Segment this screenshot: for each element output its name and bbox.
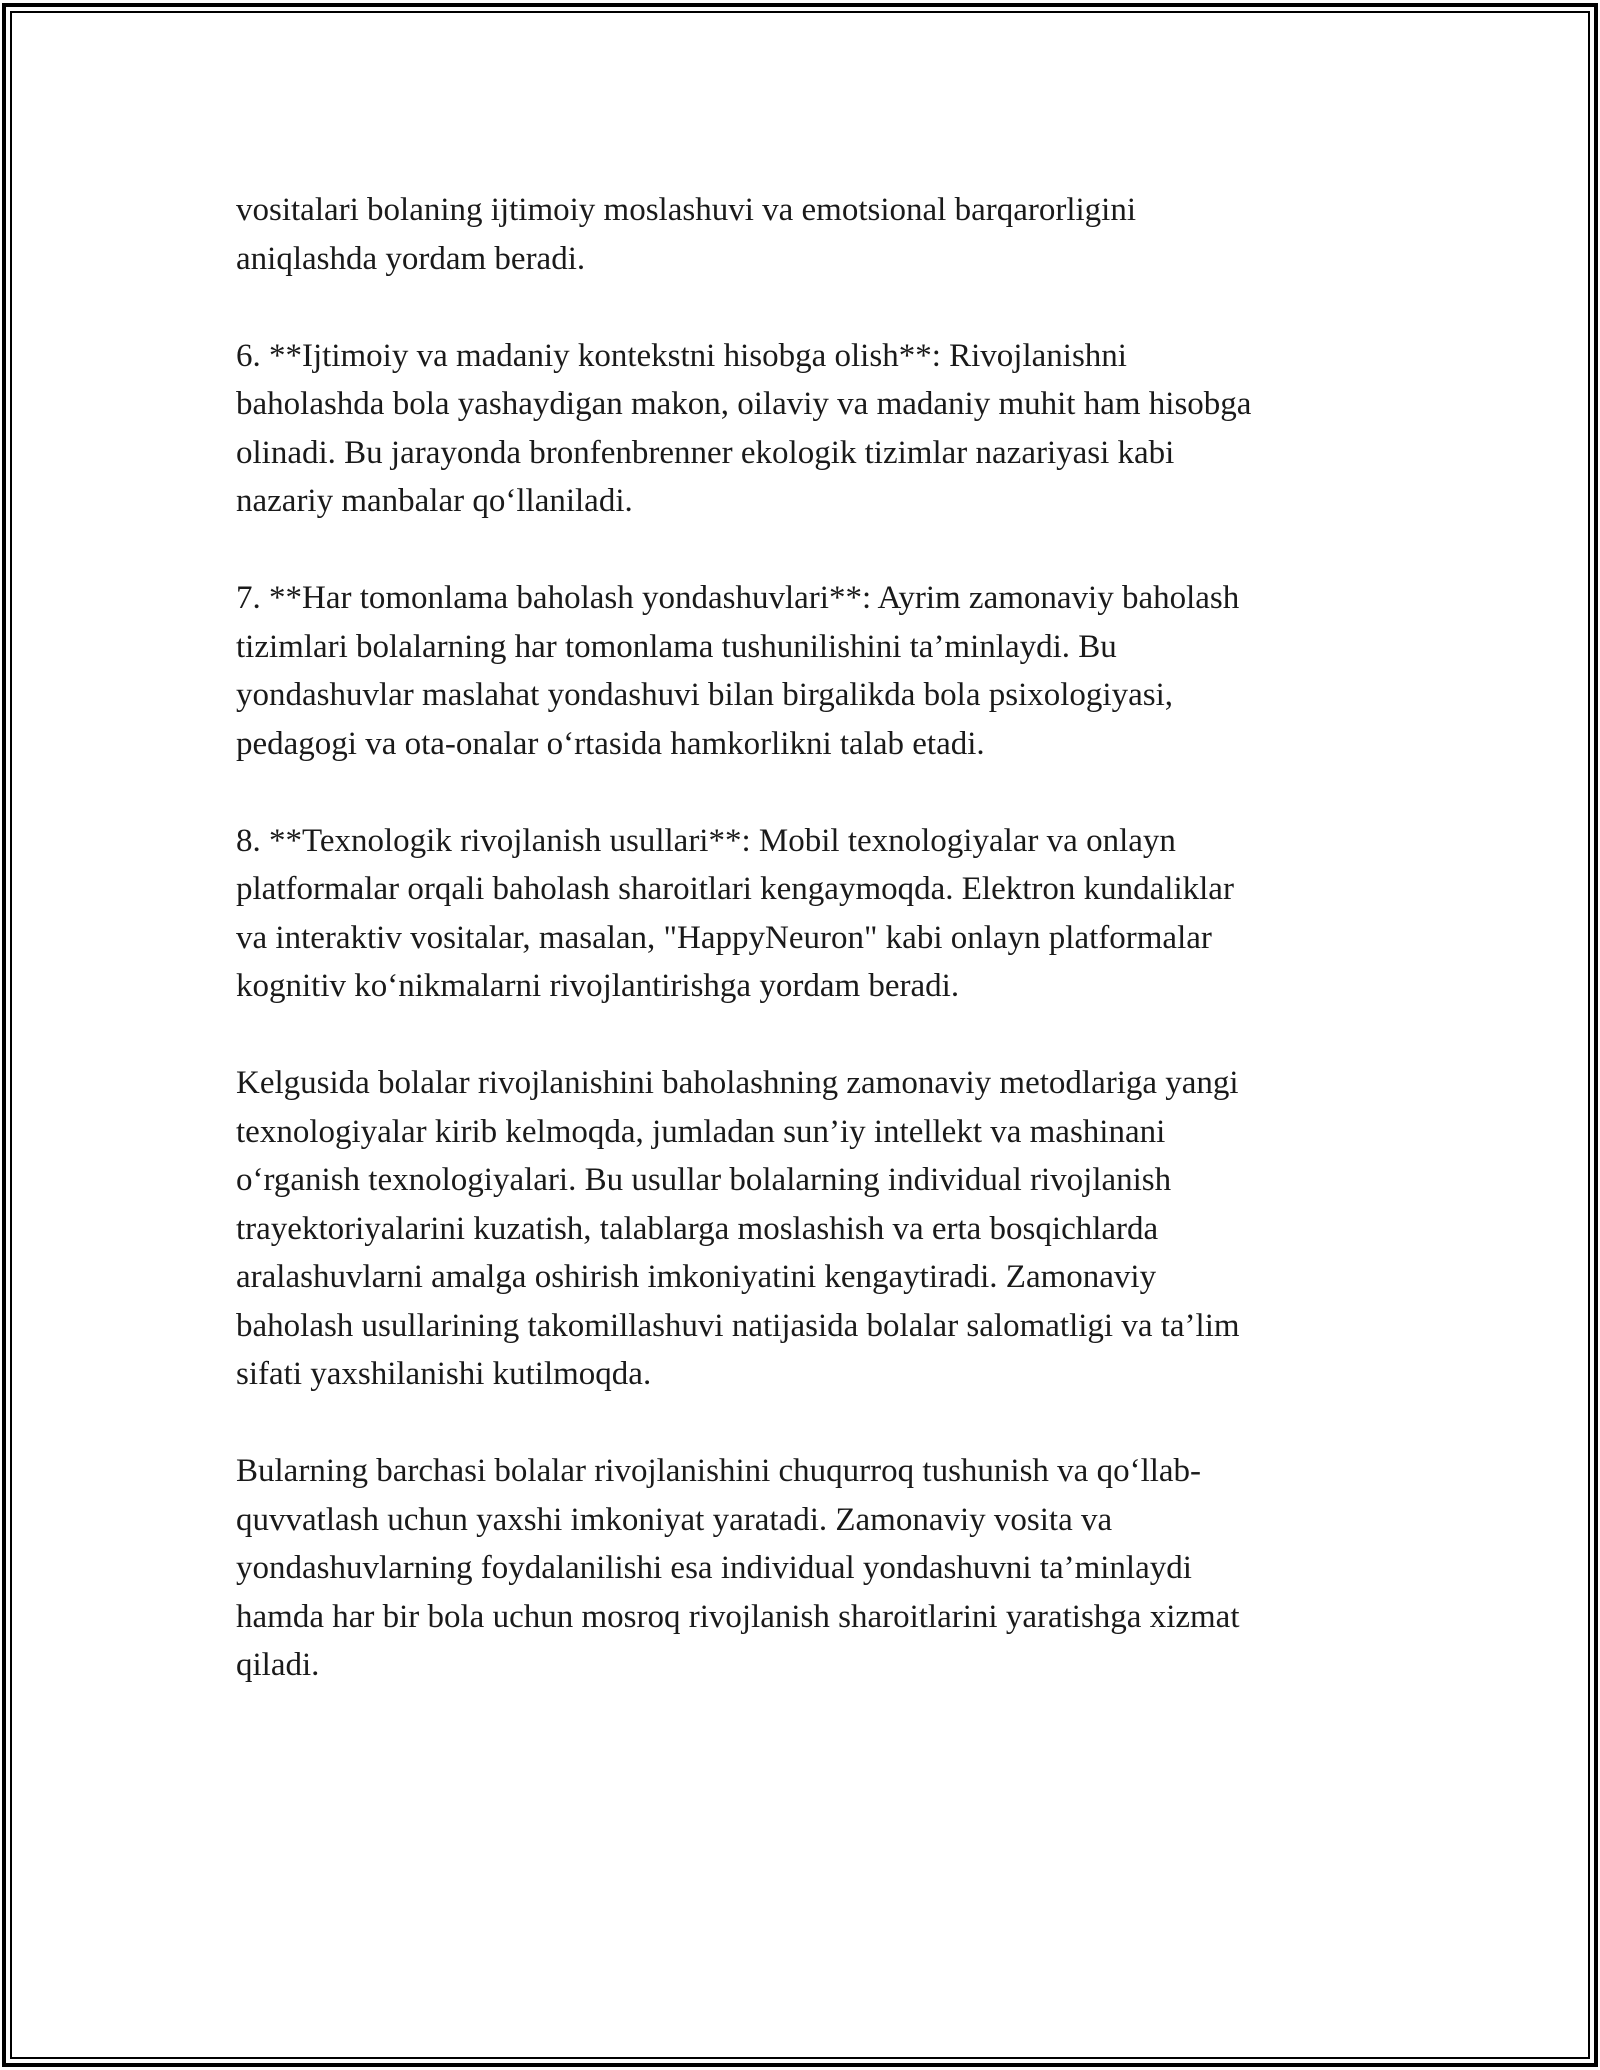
text-line: 7. **Har tomonlama baholash yondashuvlari**: Ayrim zamonaviy baholash [236, 580, 1240, 616]
text-line: qiladi. [236, 1647, 320, 1683]
paragraph-item-8 [236, 817, 1386, 1011]
text-line: texnologiyalar kirib kelmoqda, jumladan sun’iy intellekt va mashinani [236, 1113, 1166, 1150]
text-line: pedagogi va ota-onalar o‘rtasida hamkorlikni talab etadi. [236, 725, 985, 762]
paragraph-conclusion [236, 1447, 1386, 1690]
text-line: olinadi. Bu jarayonda bronfenbrenner ekologik tizimlar nazariyasi kabi [236, 434, 1175, 471]
paragraph-continuation [236, 186, 1386, 283]
text-line: quvvatlash uchun yaxshi imkoniyat yaratadi. Zamonaviy vosita va [236, 1501, 1113, 1538]
text-line: sifati yaxshilanishi kutilmoqda. [236, 1356, 652, 1392]
text-line: yondashuvlarning foydalanilishi esa individual yondashuvni ta’minlaydi [236, 1550, 1192, 1586]
text-line: baholashda bola yashaydigan makon, oilaviy va madaniy muhit ham hisobga [236, 386, 1252, 422]
document-body [236, 186, 1386, 1738]
text-line: Kelgusida bolalar rivojlanishini baholashning zamonaviy metodlariga yangi [236, 1065, 1239, 1101]
text-line: Bularning barchasi bolalar rivojlanishini chuqurroq tushunish va qo‘llab- [236, 1453, 1202, 1489]
paragraph-future [236, 1059, 1386, 1399]
paragraph-item-7 [236, 574, 1386, 768]
text-line: o‘rganish texnologiyalari. Bu usullar bolalarning individual rivojlanish [236, 1162, 1172, 1198]
text-line: va interaktiv vositalar, masalan, "HappyNeuron" kabi onlayn platformalar [236, 919, 1212, 956]
text-line: 6. **Ijtimoiy va madaniy kontekstni hisobga olish**: Rivojlanishni [236, 337, 1127, 374]
text-line: platformalar orqali baholash sharoitlari kengaymoqda. Elektron kundaliklar [236, 871, 1234, 907]
text-line: baholash usullarining takomillashuvi natijasida bolalar salomatligi va ta’lim [236, 1307, 1240, 1344]
text-line: aniqlashda yordam beradi. [236, 240, 586, 277]
text-line: aralashuvlarni amalga oshirish imkoniyatini kengaytiradi. Zamonaviy [236, 1259, 1157, 1295]
text-line: tizimlari bolalarning har tomonlama tushunilishini ta’minlaydi. Bu [236, 628, 1117, 665]
text-line: nazariy manbalar qo‘llaniladi. [236, 483, 633, 519]
text-line: trayektoriyalarini kuzatish, talablarga moslashish va erta bosqichlarda [236, 1210, 1159, 1247]
text-line: kognitiv ko‘nikmalarni rivojlantirishga yordam beradi. [236, 968, 960, 1004]
paragraph-item-6 [236, 332, 1386, 526]
text-line: hamda har bir bola uchun mosroq rivojlanish sharoitlarini yaratishga xizmat [236, 1598, 1240, 1635]
text-line: yondashuvlar maslahat yondashuvi bilan birgalikda bola psixologiyasi, [236, 677, 1173, 713]
text-line: vositalari bolaning ijtimoiy moslashuvi va emotsional barqarorligini [236, 192, 1137, 228]
text-line: 8. **Texnologik rivojlanish usullari**: Mobil texnologiyalar va onlayn [236, 822, 1176, 859]
